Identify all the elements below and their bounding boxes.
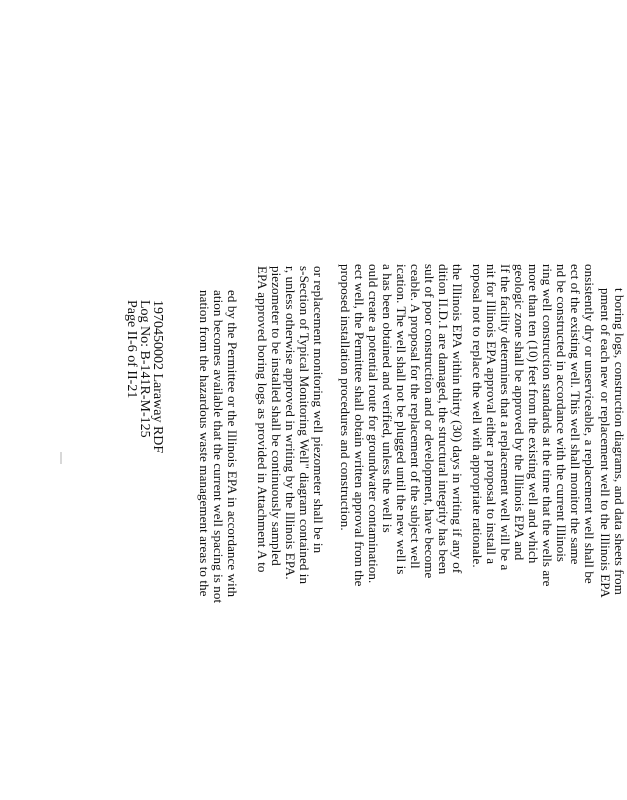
- text-line: pment of each new or replacement well to the Illinois EPA: [598, 288, 613, 598]
- text-line: a has been obtained and verified, unless the well is: [380, 264, 395, 533]
- text-line: nd be constructed in accordance with the current Illinois: [554, 264, 569, 563]
- text-line: dition II.D.1 are damaged, the structural integrity has been: [436, 264, 451, 575]
- text-line: the Illinois EPA within thirty (30) days in writing if any of: [450, 264, 465, 574]
- facility-id-name: 1970450002 Laraway RDF: [150, 300, 165, 454]
- text-line: s-Section of Typical Monitoring Well" diagram contained in: [297, 266, 312, 585]
- text-line: ould create a potential route for groundwater contamination.: [366, 264, 381, 584]
- text-line: roposal not to replace the well with appropriate rationale.: [470, 264, 485, 568]
- paragraph-4: [470, 264, 596, 587]
- text-line: more than ten (10) feet from the existing well and which: [526, 264, 541, 564]
- text-line: ect of the existing well. This well shall monitor the same: [568, 264, 583, 565]
- text-line: ect well, the Permittee shall obtain written approval from the: [352, 264, 367, 587]
- text-line: ication. The well shall not be plugged until the new well is: [394, 264, 409, 575]
- page-number: Page II-6 of II-21: [124, 300, 139, 399]
- paragraph-2: [255, 266, 325, 584]
- text-line: ceable. A proposal for the replacement of the subject well: [408, 264, 423, 569]
- paragraph-1: [197, 290, 239, 603]
- text-line: t boring logs, construction diagrams, and data sheets from: [612, 288, 627, 595]
- text-line: ring well construction standards at the time that the wells are: [540, 264, 555, 587]
- paragraph-3: [338, 264, 464, 586]
- text-line: ed by the Permittee or the Illinois EPA in accordance with: [225, 290, 240, 598]
- text-line: onsistently dry or unserviceable, a replacement well shall be: [582, 264, 597, 584]
- text-line: proposed installation procedures and construction.: [338, 264, 353, 531]
- text-line: or replacement monitoring well piezometer shall be in: [311, 266, 326, 554]
- log-number: Log No: B-141R-M-125: [137, 300, 152, 438]
- text-line: piezometer to be installed shall be continuously sampled: [269, 266, 284, 566]
- scan-artifact: [60, 452, 62, 464]
- text-line: ation becomes available that the current well spacing is not: [211, 290, 226, 604]
- text-line: EPA approved boring logs as provided in Attachment A to: [255, 266, 270, 573]
- text-line: nit for Illinois EPA approval either a proposal to install a: [484, 264, 499, 565]
- paragraph-5: [598, 288, 626, 598]
- text-line: nation from the hazardous waste management areas to the: [197, 290, 212, 597]
- text-line: r, unless otherwise approved in writing by the Illinois EPA.: [283, 266, 298, 580]
- text-line: If the facility determines that a replacement well will be a: [498, 264, 513, 571]
- text-line: geologic zone shall be approved by the Illinois EPA and: [512, 264, 527, 561]
- document-header: [125, 300, 164, 453]
- text-line: sult of poor construction and or development, have become: [422, 264, 437, 579]
